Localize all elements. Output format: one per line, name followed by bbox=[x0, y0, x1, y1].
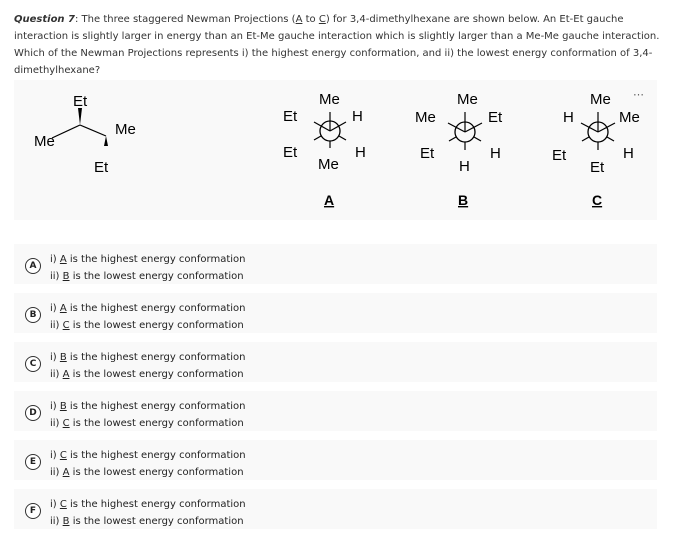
newman-c-back-bottom: Et bbox=[590, 159, 605, 176]
newman-a-back-bottom: Me bbox=[318, 156, 339, 173]
question-text-post: ) for 3,4-dimethylhexane are shown below. An Et-Et gauche interaction is slightly larger in energy than an Et-Me gauche interaction which is slightly larger than a Me-Me gauche interaction. Which of the Newman Projections represents i) the highest energy conformation, and ii) the lowest energy conformation of 3,4-dimethylhexane? bbox=[14, 14, 660, 76]
newman-projection-a bbox=[283, 91, 366, 208]
option-text: i) B is the highest energy conformation ii) A is the lowest energy conformation bbox=[50, 352, 246, 380]
newman-c-back-left: Et bbox=[552, 147, 567, 164]
answer-option-f[interactable] bbox=[14, 489, 657, 529]
question-text-pre: : The three staggered Newman Projections ( bbox=[75, 14, 296, 25]
answer-option-a[interactable] bbox=[14, 244, 657, 284]
newman-projection-c bbox=[552, 91, 640, 208]
question-number: Question 7 bbox=[14, 14, 75, 25]
option-text: i) A is the highest energy conformation ii) B is the lowest energy conformation bbox=[50, 254, 246, 282]
wedge-left-label: Me bbox=[34, 133, 55, 150]
newman-c-front-right: Me bbox=[619, 109, 640, 126]
newman-b-back-right: H bbox=[490, 145, 501, 162]
newman-c-front-left: H bbox=[563, 109, 574, 126]
newman-b-front-top: Me bbox=[457, 91, 478, 108]
newman-a-back-left: Et bbox=[283, 144, 298, 161]
newman-b-back-bottom: H bbox=[459, 158, 470, 175]
option-text: i) B is the highest energy conformation ii) C is the lowest energy conformation bbox=[50, 401, 246, 429]
newman-a-back-right: H bbox=[355, 144, 366, 161]
newman-b-label: B bbox=[458, 192, 469, 208]
option-text: i) C is the highest energy conformation ii) B is the lowest energy conformation bbox=[50, 499, 246, 527]
option-letter-badge: E bbox=[25, 454, 41, 470]
wedge-bond-top bbox=[78, 108, 82, 125]
newman-a-front-right: H bbox=[352, 108, 363, 125]
wedge-bond-bottom bbox=[104, 136, 108, 146]
question-text bbox=[14, 11, 664, 79]
question-to-word: to bbox=[302, 14, 319, 25]
newman-a-label: A bbox=[324, 192, 335, 208]
question-to-letter: C bbox=[318, 14, 326, 25]
option-text: i) C is the highest energy conformation ii) A is the lowest energy conformation bbox=[50, 450, 246, 478]
answer-option-c[interactable] bbox=[14, 342, 657, 382]
option-text: i) A is the highest energy conformation ii) C is the lowest energy conformation bbox=[50, 303, 246, 331]
wedge-bottom-label: Et bbox=[94, 159, 109, 176]
newman-b-front-left: Me bbox=[415, 109, 436, 126]
option-letter-badge: C bbox=[25, 356, 41, 372]
newman-a-front-left: Et bbox=[283, 108, 298, 125]
newman-projection-b bbox=[415, 91, 503, 208]
option-letter-badge: F bbox=[25, 503, 41, 519]
newman-c-back-right: H bbox=[623, 145, 634, 162]
option-letter-badge: A bbox=[25, 258, 41, 274]
newman-b-back-left: Et bbox=[420, 145, 435, 162]
question-from-letter: A bbox=[295, 14, 303, 25]
newman-figure bbox=[14, 80, 657, 220]
newman-b-front-right: Et bbox=[488, 109, 503, 126]
newman-c-label: C bbox=[592, 192, 603, 208]
newman-c-front-top: Me bbox=[590, 91, 611, 108]
newman-a-front-top: Me bbox=[319, 91, 340, 108]
option-letter-badge: B bbox=[25, 307, 41, 323]
answer-option-d[interactable] bbox=[14, 391, 657, 431]
option-letter-badge: D bbox=[25, 405, 41, 421]
wedge-right-label: Me bbox=[115, 121, 136, 138]
wedge-bond-center bbox=[80, 125, 106, 136]
newman-figure-svg bbox=[14, 80, 657, 220]
wedge-top-label: Et bbox=[73, 93, 88, 110]
wedge-bond-left bbox=[52, 125, 80, 138]
answer-option-b[interactable] bbox=[14, 293, 657, 333]
answer-option-e[interactable] bbox=[14, 440, 657, 480]
more-options-icon[interactable]: ⋯ bbox=[633, 89, 644, 101]
wedge-structure bbox=[34, 93, 136, 176]
